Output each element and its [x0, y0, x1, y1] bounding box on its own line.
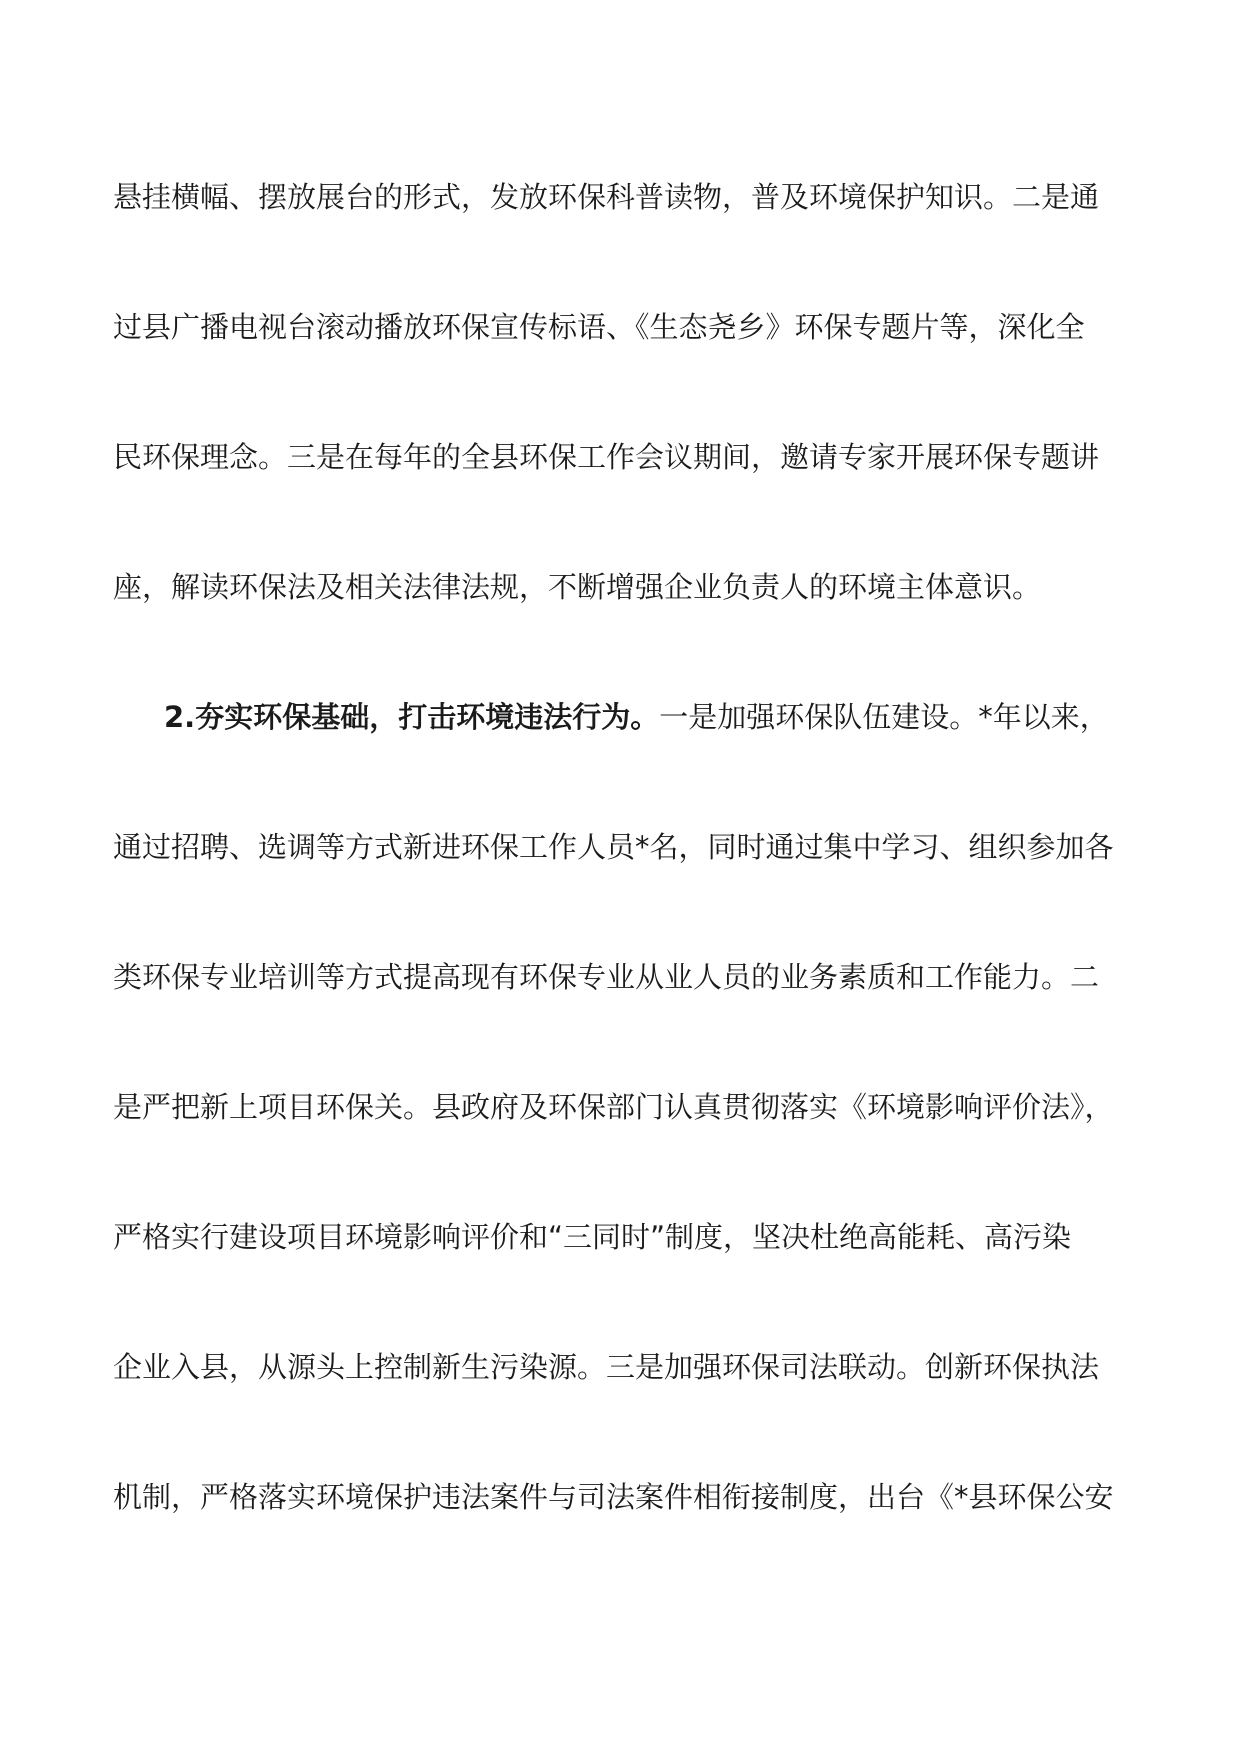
- paragraph-line: 座，解读环保法及相关法律法规，不断增强企业负责人的环境主体意识。: [113, 570, 1042, 604]
- section-2-heading: 2.夯实环保基础，打击环境违法行为。: [164, 700, 660, 734]
- section-2-first-line: [164, 697, 1109, 737]
- paragraph-line: 企业入县，从源头上控制新生污染源。三是加强环保司法联动。创新环保执法: [113, 1350, 1100, 1384]
- paragraph-line: 过县广播电视台滚动播放环保宣传标语、《生态尧乡》环保专题片等，深化全: [113, 310, 1085, 344]
- paragraph-line: 悬挂横幅、摆放展台的形式，发放环保科普读物，普及环境保护知识。二是通: [113, 180, 1100, 214]
- paragraph-line: 通过招聘、选调等方式新进环保工作人员*名，同时通过集中学习、组织参加各: [113, 830, 1114, 864]
- paragraph-line: 民环保理念。三是在每年的全县环保工作会议期间，邀请专家开展环保专题讲: [113, 440, 1100, 474]
- paragraph-line: 类环保专业培训等方式提高现有环保专业从业人员的业务素质和工作能力。二: [113, 960, 1100, 994]
- paragraph-line: 是严把新上项目环保关。县政府及环保部门认真贯彻落实《环境影响评价法》，: [113, 1090, 1114, 1124]
- paragraph-line: 机制，严格落实环境保护违法案件与司法案件相衔接制度，出台《*县环保公安: [113, 1480, 1114, 1514]
- paragraph-line: 严格实行建设项目环境影响评价和“三同时”制度，坚决杜绝高能耗、高污染: [113, 1220, 1072, 1254]
- section-2-first-line-text: 一是加强环保队伍建设。*年以来，: [659, 700, 1109, 734]
